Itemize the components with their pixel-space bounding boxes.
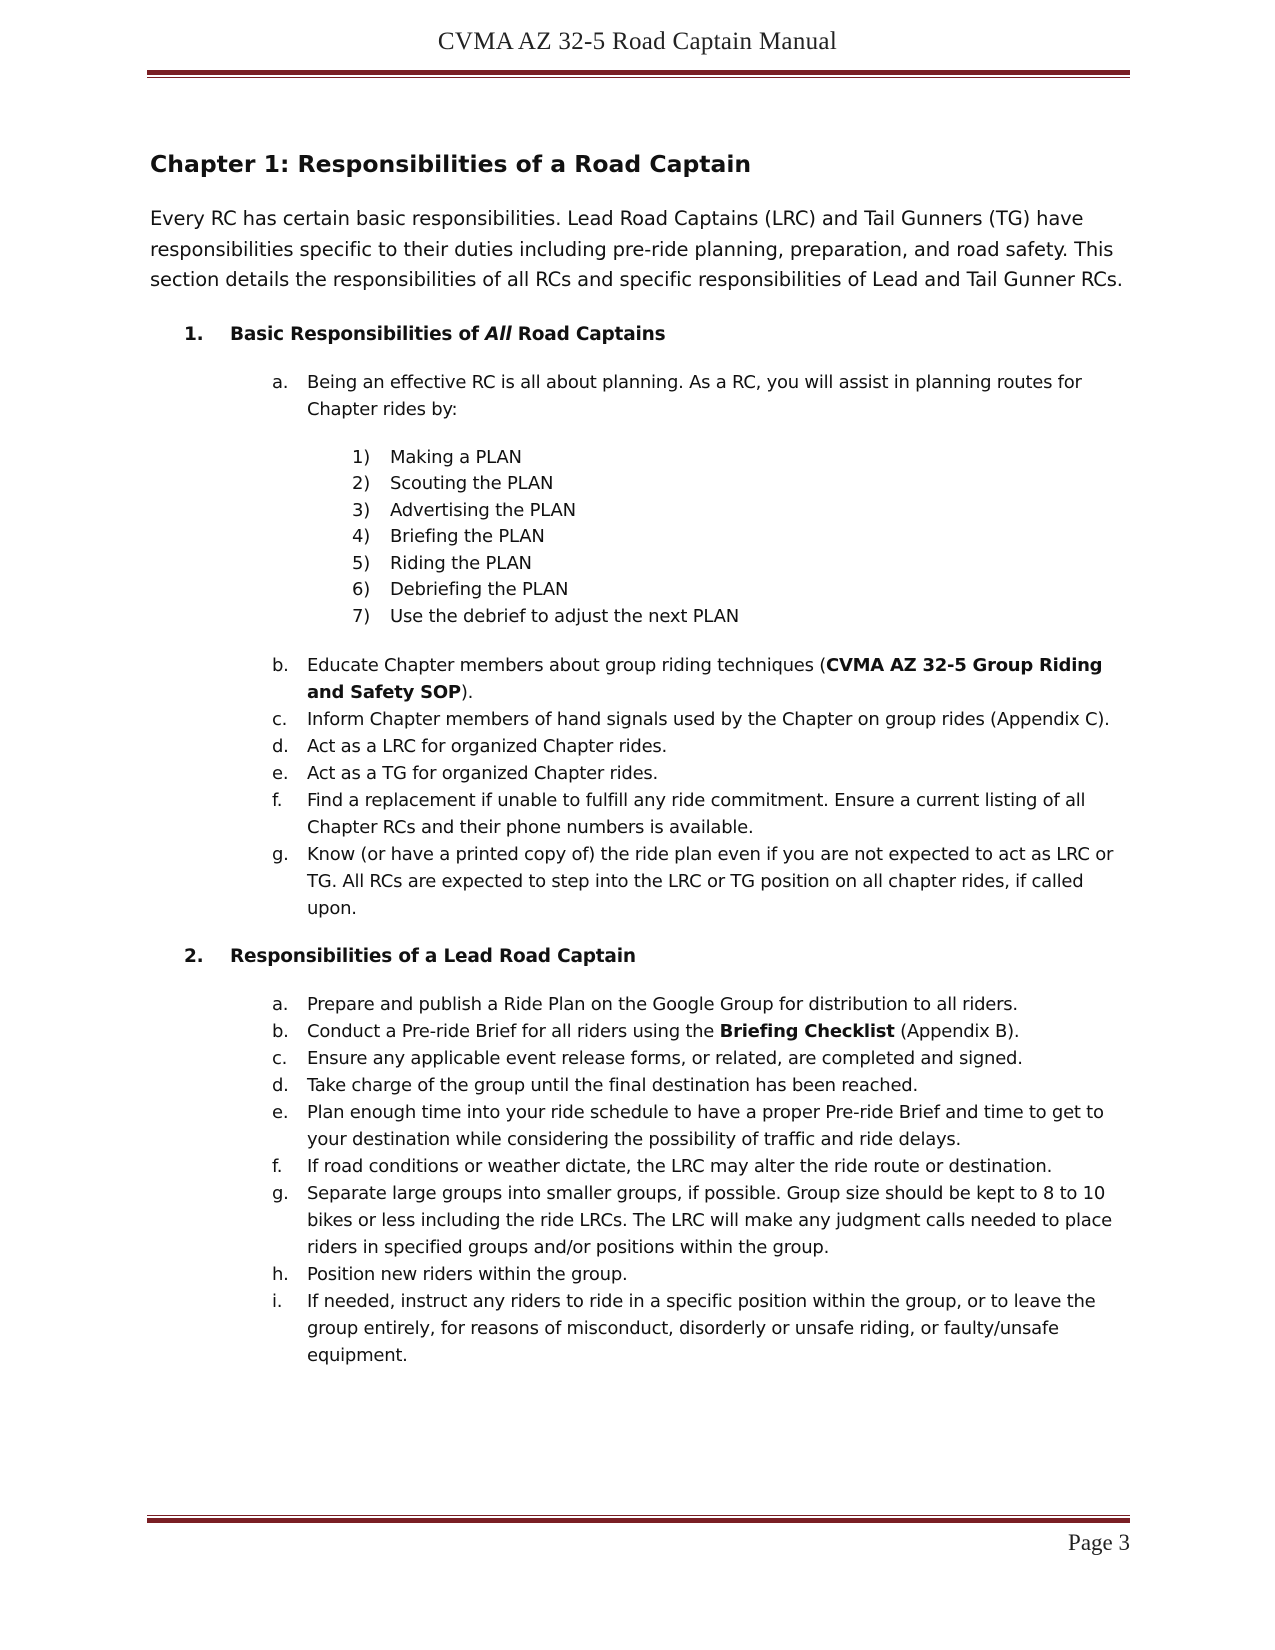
list-item	[150, 471, 1135, 498]
footer-rule	[147, 1515, 1130, 1523]
step-number: 5)	[352, 552, 371, 574]
page-header-title: CVMA AZ 32-5 Road Captain Manual	[437, 28, 838, 55]
spacer	[150, 922, 1135, 946]
item-text: If road conditions or weather dictate, the LRC may alter the ride route or destination.	[307, 1156, 1053, 1177]
section-1-heading	[150, 324, 1135, 345]
item-letter: a.	[272, 994, 289, 1015]
step-number: 2)	[352, 473, 371, 494]
item-text: Find a replacement if unable to fulfill any ride commitment. Ensure a current listing of all Chapter RCs and their phone numbers is available.	[307, 790, 1086, 838]
list-item	[150, 760, 1135, 787]
step-text: Making a PLAN	[390, 446, 522, 468]
step-text: Debriefing the PLAN	[390, 579, 569, 600]
step-number: 1)	[352, 446, 371, 468]
item-text: Conduct a Pre-ride Brief for all riders using the	[307, 1021, 720, 1042]
document-body	[150, 150, 1135, 1369]
item-text: (Appendix B).	[894, 1021, 1020, 1042]
step-number: 7)	[352, 605, 371, 627]
item-letter: b.	[272, 1021, 289, 1042]
step-text: Scouting the PLAN	[390, 473, 554, 494]
item-text: Ensure any applicable event release forms, or related, are completed and signed.	[307, 1048, 1023, 1069]
list-item	[150, 1018, 1135, 1045]
step-number: 6)	[352, 579, 371, 600]
list-item	[150, 577, 1135, 604]
page-number: Page 3	[1068, 1530, 1130, 1555]
item-text: Being an effective RC is all about planning. As a RC, you will assist in planning routes for Chapter rides by:	[307, 371, 1082, 420]
step-text: Briefing the PLAN	[390, 526, 545, 547]
list-item	[150, 604, 1135, 631]
section-1-list-continued	[150, 652, 1135, 922]
list-item	[150, 445, 1135, 472]
list-item	[150, 524, 1135, 551]
section-2-number: 2.	[184, 946, 204, 967]
chapter-intro: Every RC has certain basic responsibilities. Lead Road Captains (LRC) and Tail Gunners (TG) have responsibilities specific to their duties including pre-ride planning, preparation, and road safety. This section details the responsibilities of all RCs and specific responsibilities of Lead and Tail Gunner RCs.	[150, 207, 1123, 291]
list-item	[150, 1288, 1135, 1369]
item-letter: e.	[272, 1102, 289, 1123]
list-item	[150, 1072, 1135, 1099]
item-letter: g.	[272, 1183, 289, 1204]
section-2-title: Responsibilities of a Lead Road Captain	[230, 946, 636, 967]
list-item	[150, 1153, 1135, 1180]
item-text: Plan enough time into your ride schedule to have a proper Pre-ride Brief and time to get to your destination while considering the possibility of traffic and ride delays.	[307, 1102, 1104, 1150]
plan-steps-list	[150, 445, 1135, 631]
list-item	[150, 652, 1135, 706]
list-item	[150, 1261, 1135, 1288]
item-letter: i.	[272, 1291, 283, 1312]
step-number: 3)	[352, 499, 371, 521]
item-letter: g.	[272, 844, 289, 865]
item-text: Act as a LRC for organized Chapter rides.	[307, 736, 668, 757]
section-1-title-pre: Basic Responsibilities of	[230, 323, 486, 345]
header-rule	[147, 70, 1130, 78]
list-item	[150, 991, 1135, 1018]
item-letter: d.	[272, 1075, 289, 1096]
item-text: Know (or have a printed copy of) the ride plan even if you are not expected to act as LRC or TG. All RCs are expected to step into the LRC or TG position on all chapter rides, if called upon.	[307, 844, 1114, 919]
step-text: Advertising the PLAN	[390, 499, 576, 521]
list-item	[150, 369, 1135, 423]
item-text: Act as a TG for organized Chapter rides.	[307, 763, 659, 784]
list-item	[150, 706, 1135, 733]
step-text: Riding the PLAN	[390, 552, 532, 574]
list-item	[150, 1045, 1135, 1072]
item-letter: c.	[272, 1048, 288, 1069]
list-item	[150, 787, 1135, 841]
list-item	[150, 733, 1135, 760]
list-item	[150, 841, 1135, 922]
item-letter: c.	[272, 709, 288, 730]
list-item	[150, 1099, 1135, 1153]
item-text: Take charge of the group until the final destination has been reached.	[307, 1075, 918, 1096]
item-text: Separate large groups into smaller groups, if possible. Group size should be kept to 8 to 10 bikes or less including the ride LRCs. The LRC will make any judgment calls needed to place riders in specified groups and/or positions within the group.	[307, 1183, 1112, 1258]
item-letter: b.	[272, 655, 289, 676]
item-text: Position new riders within the group.	[307, 1264, 628, 1285]
item-letter: f.	[272, 790, 283, 811]
item-letter: d.	[272, 736, 289, 757]
item-text-bold: Briefing Checklist	[719, 1021, 895, 1042]
item-text: If needed, instruct any riders to ride in a specific position within the group, or to leave the group entirely, for reasons of misconduct, disorderly or unsafe riding, or faulty/unsafe equipment.	[307, 1291, 1096, 1366]
step-text: Use the debrief to adjust the next PLAN	[390, 605, 740, 627]
section-2-list	[150, 991, 1135, 1369]
item-letter: f.	[272, 1156, 283, 1177]
chapter-title: Chapter 1: Responsibilities of a Road Captain	[150, 150, 752, 178]
list-item	[150, 551, 1135, 578]
item-text: Inform Chapter members of hand signals used by the Chapter on group rides (Appendix C).	[307, 709, 1110, 730]
item-text: ).	[460, 682, 474, 703]
item-letter: a.	[272, 371, 289, 393]
item-letter: h.	[272, 1264, 289, 1285]
list-item	[150, 498, 1135, 525]
step-number: 4)	[352, 526, 371, 547]
section-1-title-em: All	[485, 323, 512, 345]
section-1-title-post: Road Captains	[511, 323, 666, 345]
section-1-number: 1.	[184, 323, 204, 345]
item-text-bold: CVMA AZ 32-5 Group Riding and Safety SOP	[307, 655, 1103, 703]
list-item	[150, 1180, 1135, 1261]
item-text: Educate Chapter members about group riding techniques (	[307, 655, 826, 676]
section-1-list	[150, 369, 1135, 423]
section-2-heading	[150, 946, 1135, 967]
item-text: Prepare and publish a Ride Plan on the Google Group for distribution to all riders.	[307, 994, 1018, 1015]
item-letter: e.	[272, 763, 289, 784]
